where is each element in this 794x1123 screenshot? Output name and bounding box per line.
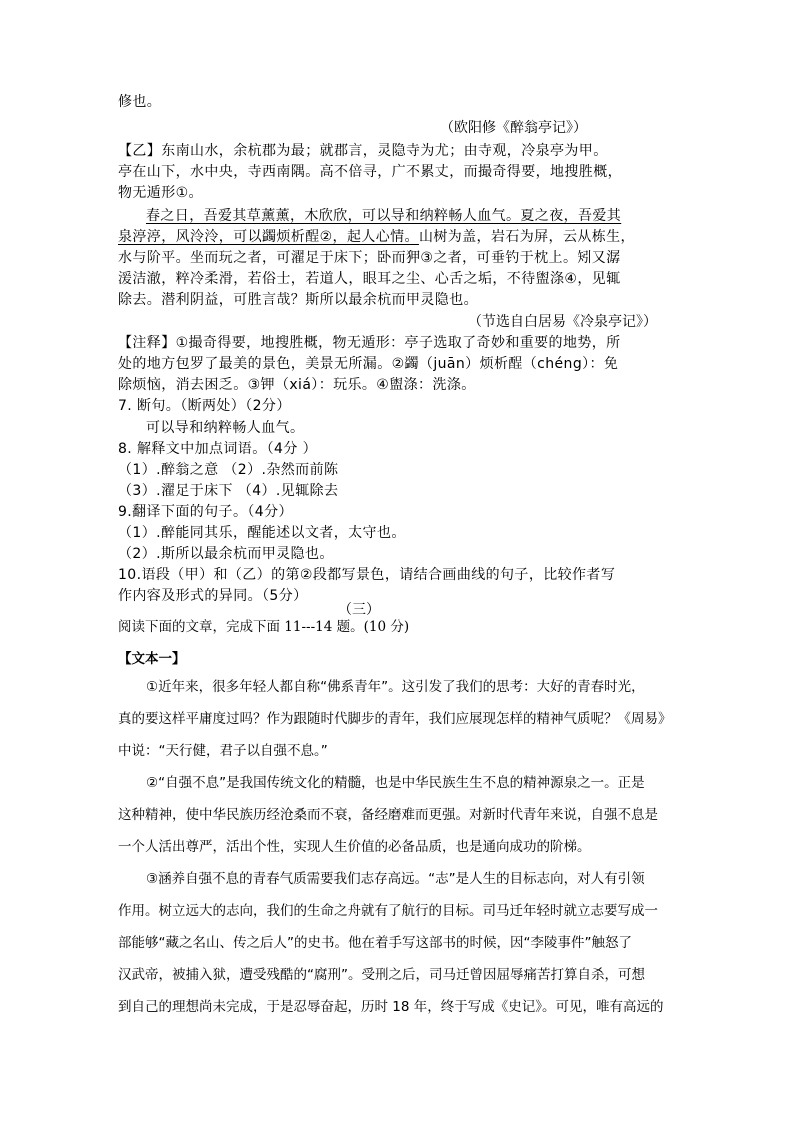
underlined-sentence: 春之日，吾爱其草薰薰，木欣欣，可以导和纳粹畅人血气。夏之夜，吾爱其: [146, 208, 622, 224]
essay-line: 一个人活出尊严，活出个性，实现人生价值的必备品质，也是通向成功的阶梯。: [118, 839, 591, 855]
part-b-source: （节选自白居易《冷泉亭记》）: [468, 314, 657, 330]
question-9: 9.翻译下面的句子。（4分）: [118, 504, 293, 520]
essay-line: 中说：“天行健，君子以自强不息。”: [118, 743, 328, 759]
essay-line: ②“自强不息”是我国传统文化的精髓，也是中华民族生生不息的精神源泉之一。正是: [146, 775, 645, 791]
part-b-text: 山树为盖，岩石为屏，云从栋生，: [418, 229, 635, 245]
question-8-items: （1）.醉翁之意 （2）.杂然而前陈: [118, 462, 339, 478]
note-line: 处的地方包罗了最美的景色，美景无所漏。②蠲（juān）烦析酲（chéng）：免: [118, 356, 619, 372]
question-9-item: （2）.斯所以最余杭而甲灵隐也。: [118, 546, 334, 562]
note-line: 【注释】①撮奇得要，地搜胜概，物无遁形：亭子选取了奇妙和重要的地势，所: [118, 335, 621, 351]
question-9-item: （1）.醉能同其乐，醒能述以文者，太守也。: [118, 525, 406, 541]
question-10: 10.语段（甲）和（乙）的第②段都写景色，请结合画曲线的句子，比较作者写: [118, 567, 616, 583]
part-b-line: 除去。潜利阴益，可胜言哉？斯所以最余杭而甲灵隐也。: [118, 292, 478, 308]
part-b-line: 水与阶平。坐而玩之者，可濯足于床下；卧而狎③之者，可垂钓于枕上。矧又潺: [118, 250, 621, 266]
essay-line: 这种精神，使中华民族历经沧桑而不衰，备经磨难而更强。对新时代青年来说，自强不息是: [118, 807, 658, 823]
essay-line: 部能够“藏之名山、传之后人”的史书。他在着手写这部书的时候，因“李陵事件”触怒了: [118, 935, 632, 951]
part-b-line: 湲洁澈，粹冷柔滑，若俗士，若道人，眼耳之尘、心舌之垢，不待盥涤④，见辄: [118, 271, 621, 287]
text-one-label: 【文本一】: [118, 651, 186, 667]
part-a-source: （欧阳修《醉翁亭记》）: [440, 120, 587, 136]
essay-line: 到自己的理想尚未完成，于是忍辱奋起，历时 18 年，终于写成《史记》。可见，唯有高远的: [118, 999, 664, 1015]
part-b-line: [118, 227, 635, 247]
part-b-line: 亭在山下，水中央，寺西南隅。高不倍寻，广不累丈，而撮奇得要，地搜胜概，: [118, 164, 622, 180]
question-7: 7. 断句。（断两处）（2分）: [118, 398, 291, 414]
question-8-items: （3）.濯足于床下 （4）.见辄除去: [118, 483, 339, 499]
section-three-instruction: 阅读下面的文章，完成下面 11---14 题。(10 分): [118, 619, 410, 635]
essay-line: ①近年来，很多年轻人都自称“佛系青年”。这引发了我们的思考：大好的青春时光，: [146, 679, 645, 695]
question-8: 8. 解释文中加点词语。（4分 ）: [118, 441, 317, 457]
part-b-line: 【乙】东南山水，余杭郡为最；就郡言，灵隐寺为尤；由寺观，冷泉亭为甲。: [118, 143, 608, 159]
part-b-line: 物无遁形①。: [118, 185, 203, 201]
section-three-number: （三）: [338, 602, 380, 618]
underlined-sentence: 泉渟渟，风泠泠，可以蠲烦析酲②，起人心情。: [118, 229, 419, 245]
question-10-cont: 作内容及形式的异同。（5分）: [118, 588, 308, 604]
question-7-text: 可以导和纳粹畅人血气。: [146, 420, 305, 436]
essay-line: ③涵养自强不息的青春气质需要我们志存高远。“志”是人生的目标志向，对人有引领: [146, 871, 645, 887]
part-a-end-line: 修也。: [118, 94, 162, 110]
essay-line: 真的要这样平庸度过吗？作为跟随时代脚步的青年，我们应展现怎样的精神气质呢？《周易》: [118, 711, 672, 727]
note-line: 除烦恼，消去困乏。③钾（xiá）：玩乐。④盥涤：洗涤。: [118, 377, 476, 393]
essay-line: 作用。树立远大的志向，我们的生命之舟就有了航行的目标。司马迁年轻时就立志要写成一: [118, 903, 658, 919]
essay-line: 汉武帝，被捕入狱，遭受残酷的“腐刑”。受刑之后，司马迁曾因屈辱痛苦打算自杀，可想: [118, 967, 645, 983]
